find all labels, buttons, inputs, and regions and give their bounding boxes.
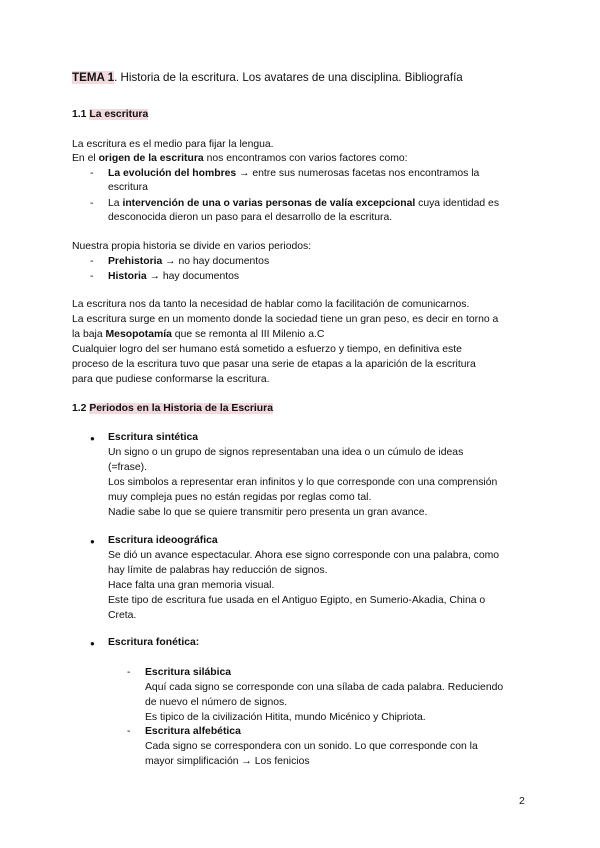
section-heading-1-2 [72, 402, 273, 416]
bold-text: La evolución del hombres [108, 168, 237, 179]
sublist-item-text: Es tipico de la civilización Hitita, mundo Micénico y Chipriota. [145, 712, 426, 723]
bullet-marker: ● [90, 434, 95, 443]
paragraph: La escritura surge en un momento donde la sociedad tiene un gran peso, es decir en torno a [72, 314, 499, 325]
text-run: La [108, 198, 123, 209]
sublist-item-title [145, 725, 241, 739]
paragraph: Nuestra propia historia se divide en varios periodos: [72, 241, 312, 252]
title-text: . Historia de la escritura. Los avatares de una disciplina. Bibliografía [114, 71, 463, 84]
text-run: que se remonta al III Milenio a.C [171, 329, 325, 340]
bold-text: Escritura alfebética [145, 726, 241, 737]
list-item-text: Los simbolos a representar eran infinitos y lo que corresponde con una comprensión [108, 477, 498, 488]
list-item-continuation: escritura [108, 182, 148, 193]
dash-marker: - [90, 256, 94, 267]
heading-number: 1.2 [72, 403, 90, 414]
text-run: cuya identidad es [415, 198, 500, 209]
list-item [108, 197, 499, 211]
dash-marker: - [127, 726, 131, 737]
heading-text: La escritura [89, 109, 149, 120]
heading-number: 1.1 [72, 109, 90, 120]
paragraph [72, 328, 324, 342]
list-item [108, 255, 269, 269]
bold-text: intervención de una o varias personas de valía excepcional [122, 198, 416, 209]
list-item-text: Hace falta una gran memoria visual. [108, 580, 275, 591]
list-item [108, 167, 479, 181]
bullet-marker: ● [90, 639, 95, 648]
text-run: → no hay documentos [162, 256, 270, 267]
bullet-marker: ● [90, 537, 95, 546]
list-item-text: muy compleja pues no están regidas por reglas como tal. [108, 492, 372, 503]
dash-marker: - [90, 271, 94, 282]
paragraph: proceso de la escritura tuvo que pasar una serie de etapas a la aparición de la escritura [72, 359, 476, 370]
bold-text: Historia [108, 271, 147, 282]
paragraph: para que pudiese conformarse la escritura. [72, 374, 270, 385]
dash-marker: - [127, 667, 131, 678]
document-title [72, 71, 463, 85]
paragraph: Cualquier logro del ser humano está sometido a esfuerzo y tiempo, en definitiva este [72, 344, 462, 355]
paragraph: La escritura es el medio para fijar la lengua. [72, 139, 274, 150]
bold-text: Escritura fonética: [108, 637, 200, 648]
list-item [108, 270, 239, 284]
text-run: nos encontramos con varios factores como: [203, 153, 408, 164]
bold-text: Escritura sintética [108, 432, 199, 443]
list-item-continuation: desconocida dieron un paso para el desarrollo de la escritura. [108, 212, 393, 223]
list-item-text: hay límite de palabras hay reducción de signos. [108, 565, 328, 576]
sublist-item-text: Aquí cada signo se corresponde con una sílaba de cada palabra. Reduciendo [145, 682, 504, 693]
list-item-title [108, 431, 198, 445]
page-number: 2 [519, 796, 525, 807]
text-run: → hay documentos [146, 271, 240, 282]
list-item-title [108, 636, 199, 650]
sublist-item-text: mayor simplificación → Los fenicios [145, 756, 310, 767]
dash-marker: - [90, 168, 94, 179]
list-item-text: (=frase). [108, 462, 147, 473]
sublist-item-title [145, 666, 231, 680]
list-item-text: Creta. [108, 610, 137, 621]
tema-label: TEMA 1 [72, 71, 115, 84]
sublist-item-text: Cada signo se correspondera con un sonido. Lo que corresponde con la [145, 741, 478, 752]
bold-text: Escritura ideoográfica [108, 535, 218, 546]
sublist-item-text: de nuevo el número de signos. [145, 697, 288, 708]
list-item-title [108, 534, 218, 548]
list-item-text: Un signo o un grupo de signos representaban una idea o un cúmulo de ideas [108, 447, 464, 458]
bold-text: Mesopotamía [105, 329, 172, 340]
list-item-text: Nadie sabe lo que se quiere transmitir pero presenta un gran avance. [108, 507, 428, 518]
paragraph [72, 152, 408, 166]
bold-text: Prehistoria [108, 256, 163, 267]
bold-text: origen de la escritura [98, 153, 204, 164]
bold-text: Escritura silábica [145, 667, 232, 678]
list-item-text: Se dió un avance espectacular. Ahora ese signo corresponde con una palabra, como [108, 550, 500, 561]
text-run: → entre sus numerosas facetas nos encontramos la [236, 168, 480, 179]
list-item-text: Este tipo de escritura fue usada en el Antiguo Egipto, en Sumerio-Akadia, China o [108, 595, 486, 606]
dash-marker: - [90, 198, 94, 209]
text-run: En el [72, 153, 99, 164]
heading-text: Periodos en la Historia de la Escriura [89, 403, 273, 414]
paragraph: La escritura nos da tanto la necesidad de hablar como la facilitación de comunicarnos. [72, 299, 470, 310]
section-heading-1-1 [72, 108, 148, 122]
text-run: la baja [72, 329, 106, 340]
